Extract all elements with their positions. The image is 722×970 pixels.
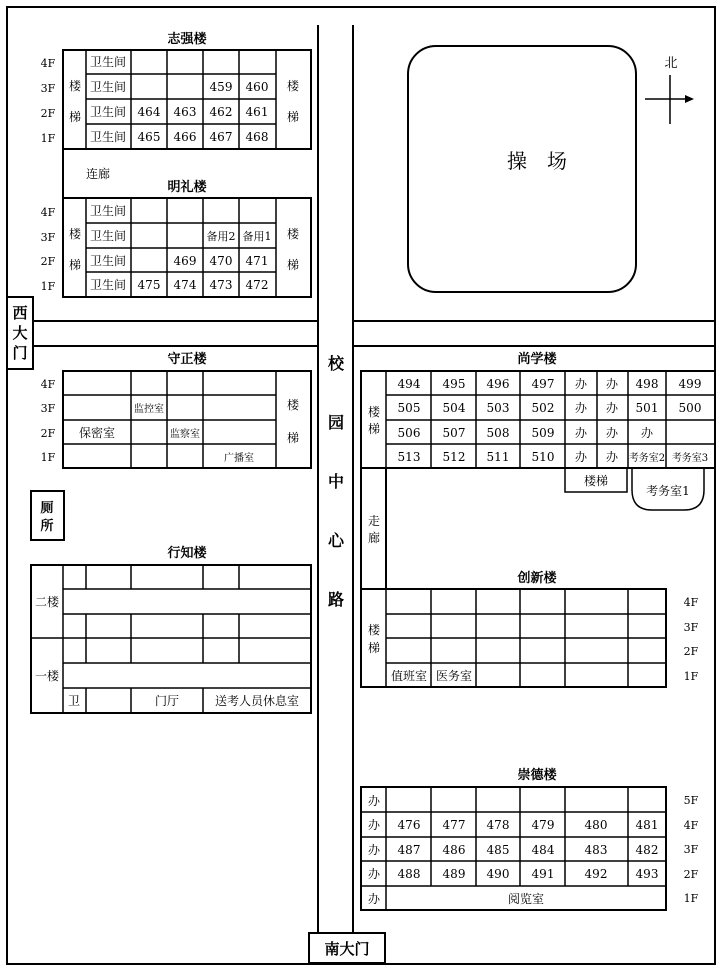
svg-text:506: 506 <box>397 426 421 440</box>
compass-north-label: 北 <box>664 56 678 71</box>
svg-text:门: 门 <box>12 344 28 362</box>
svg-text:办: 办 <box>367 843 381 857</box>
svg-text:中: 中 <box>327 472 345 491</box>
svg-text:办: 办 <box>367 794 381 808</box>
svg-text:校: 校 <box>327 354 345 373</box>
building-name: 明礼楼 <box>167 180 207 195</box>
svg-text:楼: 楼 <box>286 398 300 412</box>
building-name: 志强楼 <box>167 32 207 47</box>
svg-text:楼: 楼 <box>367 623 381 637</box>
svg-text:475: 475 <box>137 278 161 292</box>
playground-label: 操 场 <box>507 149 567 173</box>
svg-text:487: 487 <box>397 843 421 857</box>
svg-text:477: 477 <box>442 818 466 832</box>
svg-text:478: 478 <box>486 818 510 832</box>
svg-text:楼: 楼 <box>68 227 82 241</box>
svg-text:4F: 4F <box>683 819 699 832</box>
svg-text:461: 461 <box>245 105 269 119</box>
svg-text:办: 办 <box>574 401 588 415</box>
svg-text:备用1: 备用1 <box>242 230 272 243</box>
svg-text:489: 489 <box>442 867 466 881</box>
svg-text:494: 494 <box>397 377 421 391</box>
svg-text:472: 472 <box>245 278 269 292</box>
svg-text:504: 504 <box>442 401 466 415</box>
svg-text:办: 办 <box>605 426 619 440</box>
svg-text:园: 园 <box>327 413 345 432</box>
svg-text:办: 办 <box>574 450 588 464</box>
svg-text:498: 498 <box>635 377 659 391</box>
svg-text:502: 502 <box>531 401 555 415</box>
svg-text:卫生间: 卫生间 <box>89 55 127 69</box>
svg-text:2F: 2F <box>683 645 699 658</box>
svg-text:483: 483 <box>584 843 608 857</box>
building-name: 守正楼 <box>167 352 207 367</box>
svg-text:497: 497 <box>531 377 555 391</box>
svg-text:梯: 梯 <box>68 258 82 272</box>
svg-text:460: 460 <box>245 80 269 94</box>
svg-text:西: 西 <box>12 304 28 322</box>
svg-text:490: 490 <box>486 867 510 881</box>
svg-text:办: 办 <box>605 450 619 464</box>
room-cells <box>368 793 658 906</box>
svg-text:3F: 3F <box>40 231 56 244</box>
compass-icon <box>645 75 694 124</box>
svg-text:482: 482 <box>635 843 659 857</box>
svg-text:479: 479 <box>531 818 555 832</box>
svg-text:491: 491 <box>531 867 555 881</box>
svg-text:备用2: 备用2 <box>206 230 236 243</box>
svg-text:梯: 梯 <box>286 431 300 445</box>
svg-text:门厅: 门厅 <box>154 694 180 708</box>
svg-text:路: 路 <box>327 590 345 609</box>
svg-text:471: 471 <box>245 254 269 268</box>
chuangxin-building <box>361 570 699 687</box>
shangxue-building <box>361 351 715 510</box>
svg-text:卫生间: 卫生间 <box>89 130 127 144</box>
svg-text:梯: 梯 <box>286 110 300 124</box>
svg-text:办: 办 <box>367 892 381 906</box>
zhiqiang-building <box>41 31 311 149</box>
svg-text:办: 办 <box>605 377 619 391</box>
svg-text:考务室1: 考务室1 <box>646 484 690 498</box>
svg-text:医务室: 医务室 <box>435 669 473 683</box>
svg-text:466: 466 <box>173 130 197 144</box>
svg-text:走: 走 <box>367 514 381 528</box>
svg-text:1F: 1F <box>683 892 699 905</box>
svg-text:大: 大 <box>12 324 28 342</box>
svg-text:卫生间: 卫生间 <box>89 80 127 94</box>
svg-text:496: 496 <box>486 377 510 391</box>
svg-text:阅览室: 阅览室 <box>507 892 545 906</box>
svg-text:501: 501 <box>635 401 659 415</box>
svg-text:470: 470 <box>209 254 233 268</box>
svg-text:4F: 4F <box>40 57 56 70</box>
svg-text:值班室: 值班室 <box>390 669 428 683</box>
svg-text:梯: 梯 <box>367 641 381 655</box>
west-corridor-label: 连廊 <box>85 167 111 181</box>
svg-text:卫生间: 卫生间 <box>89 105 127 119</box>
building-name: 创新楼 <box>517 571 557 586</box>
svg-text:厕: 厕 <box>40 501 54 516</box>
south-gate-label: 南大门 <box>324 940 370 958</box>
svg-text:监控室: 监控室 <box>134 404 164 415</box>
svg-text:473: 473 <box>209 278 233 292</box>
svg-text:楼: 楼 <box>367 405 381 419</box>
svg-text:1F: 1F <box>40 280 56 293</box>
svg-text:广播室: 广播室 <box>224 453 254 464</box>
svg-text:心: 心 <box>327 531 345 550</box>
svg-text:二楼: 二楼 <box>34 595 60 609</box>
svg-text:1F: 1F <box>683 670 699 683</box>
svg-text:459: 459 <box>209 80 233 94</box>
svg-text:办: 办 <box>640 426 654 440</box>
svg-text:4F: 4F <box>40 206 56 219</box>
svg-text:卫生间: 卫生间 <box>89 278 127 292</box>
svg-text:楼: 楼 <box>286 79 300 93</box>
svg-text:485: 485 <box>486 843 510 857</box>
svg-text:办: 办 <box>605 401 619 415</box>
svg-text:2F: 2F <box>40 107 56 120</box>
svg-text:楼梯: 楼梯 <box>583 474 609 488</box>
svg-text:梯: 梯 <box>367 422 381 436</box>
svg-text:办: 办 <box>574 377 588 391</box>
svg-text:511: 511 <box>486 450 510 464</box>
mingli-building <box>41 179 311 297</box>
svg-text:509: 509 <box>531 426 555 440</box>
west-gate-label <box>12 304 27 362</box>
toilet-label <box>39 500 53 534</box>
svg-text:492: 492 <box>584 867 608 881</box>
svg-text:办: 办 <box>574 426 588 440</box>
svg-text:监察室: 监察室 <box>170 429 200 440</box>
svg-text:468: 468 <box>245 130 269 144</box>
svg-text:463: 463 <box>173 105 197 119</box>
svg-text:480: 480 <box>584 818 608 832</box>
svg-text:办: 办 <box>367 867 381 881</box>
svg-text:3F: 3F <box>683 843 699 856</box>
svg-text:4F: 4F <box>40 378 56 391</box>
svg-text:467: 467 <box>209 130 233 144</box>
svg-text:464: 464 <box>137 105 161 119</box>
svg-text:3F: 3F <box>40 82 56 95</box>
svg-text:卫生间: 卫生间 <box>89 204 127 218</box>
svg-text:465: 465 <box>137 130 161 144</box>
svg-text:476: 476 <box>397 818 421 832</box>
xingzhi-building <box>31 545 311 713</box>
building-name: 崇德楼 <box>517 768 557 783</box>
svg-text:3F: 3F <box>40 402 56 415</box>
svg-text:梯: 梯 <box>68 110 82 124</box>
svg-text:考务室2: 考务室2 <box>628 453 666 464</box>
svg-text:462: 462 <box>209 105 233 119</box>
svg-text:507: 507 <box>442 426 466 440</box>
building-name: 尚学楼 <box>517 352 557 367</box>
svg-text:3F: 3F <box>683 621 699 634</box>
svg-text:保密室: 保密室 <box>78 426 116 440</box>
svg-text:474: 474 <box>173 278 197 292</box>
svg-text:2F: 2F <box>683 868 699 881</box>
svg-text:484: 484 <box>531 843 555 857</box>
svg-text:488: 488 <box>397 867 421 881</box>
svg-text:510: 510 <box>531 450 555 464</box>
svg-text:499: 499 <box>678 377 702 391</box>
svg-text:495: 495 <box>442 377 466 391</box>
svg-text:卫: 卫 <box>67 694 81 708</box>
svg-text:卫生间: 卫生间 <box>89 254 127 268</box>
svg-text:所: 所 <box>40 519 54 534</box>
svg-text:2F: 2F <box>40 255 56 268</box>
svg-text:2F: 2F <box>40 427 56 440</box>
chongde-building <box>361 767 699 910</box>
svg-text:503: 503 <box>486 401 510 415</box>
svg-text:楼: 楼 <box>286 227 300 241</box>
svg-text:1F: 1F <box>40 132 56 145</box>
svg-text:一楼: 一楼 <box>34 669 60 683</box>
svg-text:送考人员休息室: 送考人员休息室 <box>214 694 300 708</box>
svg-text:481: 481 <box>635 818 659 832</box>
svg-text:廊: 廊 <box>367 531 381 545</box>
svg-text:500: 500 <box>678 401 702 415</box>
svg-text:513: 513 <box>397 450 421 464</box>
svg-text:办: 办 <box>367 818 381 832</box>
svg-text:493: 493 <box>635 867 659 881</box>
east-corridor <box>361 468 386 589</box>
main-road-label <box>327 354 345 609</box>
svg-text:505: 505 <box>397 401 421 415</box>
svg-text:考务室3: 考务室3 <box>671 453 709 464</box>
svg-text:4F: 4F <box>683 596 699 609</box>
svg-text:469: 469 <box>173 254 197 268</box>
svg-text:486: 486 <box>442 843 466 857</box>
svg-text:梯: 梯 <box>286 258 300 272</box>
svg-text:1F: 1F <box>40 451 56 464</box>
svg-text:5F: 5F <box>683 794 699 807</box>
building-name: 行知楼 <box>167 546 207 561</box>
svg-text:楼: 楼 <box>68 79 82 93</box>
svg-text:508: 508 <box>486 426 510 440</box>
shouzheng-building <box>41 351 311 468</box>
svg-text:卫生间: 卫生间 <box>89 229 127 243</box>
svg-text:512: 512 <box>442 450 466 464</box>
